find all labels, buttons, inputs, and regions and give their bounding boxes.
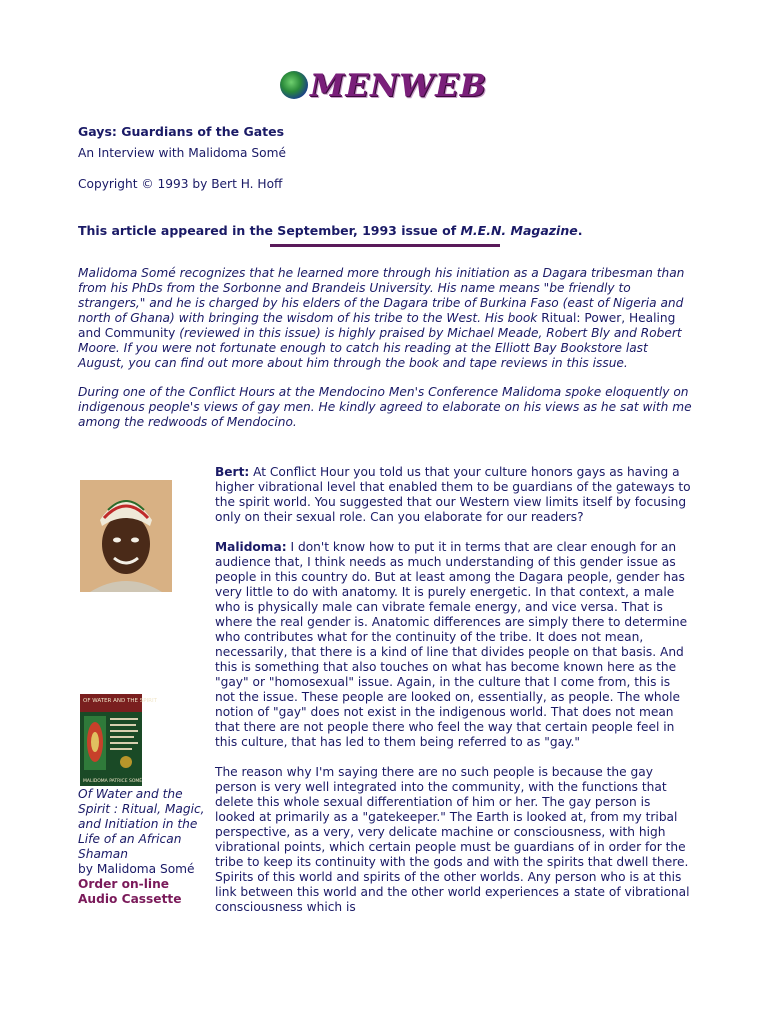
logo-text: MENWEB	[310, 68, 487, 104]
speaker-bert: Bert:	[215, 465, 250, 479]
book-cover-author: MALIDOMA PATRICE SOMÉ	[83, 779, 143, 784]
speaker-malidoma: Malidoma:	[215, 540, 287, 554]
interview-body	[215, 465, 693, 930]
answer-1	[215, 540, 693, 750]
question-1	[215, 465, 693, 525]
malidoma-photo	[80, 480, 172, 592]
publication-note-post: .	[577, 223, 583, 238]
intro-p1-start: Malidoma Somé recognizes that he learned more through his initiation as a Dagara tribesman than from his PhDs from the Sorbonne and Brandeis University. His name means "be friendly to strangers," and he is charged by his elders of the Dagara tribe of Burkina Faso (east of Nigeria and north of Ghana) with bringing the wisdom of his tribe to the West. His book	[78, 266, 685, 325]
question-1-text: At Conflict Hour you told us that your culture honors gays as having a higher vibrational level that enabled them to be guardians of the gateways to the spirit world. You suggested that our Western view limits itself by focusing only on their sexual role. Can you elaborate for our readers?	[215, 465, 691, 524]
menweb-logo[interactable]	[280, 66, 490, 106]
publication-note	[78, 223, 582, 238]
answer-1-text: I don't know how to put it in terms that are clear enough for an audience that, I think needs as much understanding of this gender issue as people in this country do. But at least among the Dagara people, gender has very little to do with anatomy. It is purely energetic. In that context, a male who is physically male can vibrate female energy, and vice versa. That is where the real gender is. Anatomic differences are simply there to determine who contributes what for the continuity of the tribe. It does not mean, necessarily, that there is a kind of line that divides people on that basis. And this is something that also touches on what has become known here as the "gay" or "homosexual" issue. Again, in the culture that I come from, this is not the issue. These people are looked on, essentially, as people. The whole notion of "gay" does not exist in the indigenous world. That does not mean that there are not people there who feel the way that certain people feel in this culture, that has led to them being referred to as "gay."	[215, 540, 688, 749]
answer-2: The reason why I'm saying there are no such people is because the gay person is very well integrated into the community, with the functions that delete this whole sexual differentiation of him or her. The gay person is looked at primarily as a "gatekeeper." The Earth is looked at, from my tribal perspective, as a very, very delicate machine or consciousness, with high vibrational points, which certain people must be guardians of in order for the tribe to keep its continuity with the gods and with the spirits that dwell there. Spirits of this world and spirits of the other worlds. Any person who is at this link between this world and the other world experiences a state of vibrational consciousness which is	[215, 765, 690, 914]
globe-icon	[280, 71, 308, 99]
intro-book-title: Ritual: Power, Healing and Community	[78, 311, 676, 340]
intro-paragraph-2: During one of the Conflict Hours at the Mendocino Men's Conference Malidoma spoke eloquently on indigenous people's views of gay men. He kindly agreed to elaborate on his views as he sat with me among the redwoods of Mendocino.	[78, 385, 692, 429]
article-title: Gays: Guardians of the Gates	[78, 124, 285, 139]
intro-paragraph-1	[78, 266, 698, 371]
divider-rule	[270, 244, 500, 247]
book-cover-image[interactable]	[80, 694, 157, 786]
book-caption-title[interactable]: Of Water and the Spirit : Ritual, Magic, and Initiation in the Life of an African Shaman	[78, 787, 205, 861]
article-subtitle: An Interview with Malidoma Somé	[78, 146, 286, 160]
publication-note-pre: This article appeared in the September, 1993 issue of	[78, 223, 461, 238]
intro-section	[78, 266, 698, 444]
copyright-line: Copyright © 1993 by Bert H. Hoff	[78, 177, 283, 191]
intro-p1-end: (reviewed in this issue) is highly praised by Michael Meade, Robert Bly and Robert Moore. If you were not fortunate enough to catch his reading at the Elliott Bay Bookstore last August, you can find out more about him through the book and tape reviews in this issue.	[78, 326, 682, 370]
book-cover-title: OF WATER AND THE SPIRIT	[83, 698, 157, 704]
order-audio-link[interactable]: Order on-line Audio Cassette	[78, 877, 182, 906]
book-caption	[78, 787, 208, 907]
book-caption-author: by Malidoma Somé	[78, 862, 195, 876]
magazine-name: M.E.N. Magazine	[460, 223, 578, 238]
